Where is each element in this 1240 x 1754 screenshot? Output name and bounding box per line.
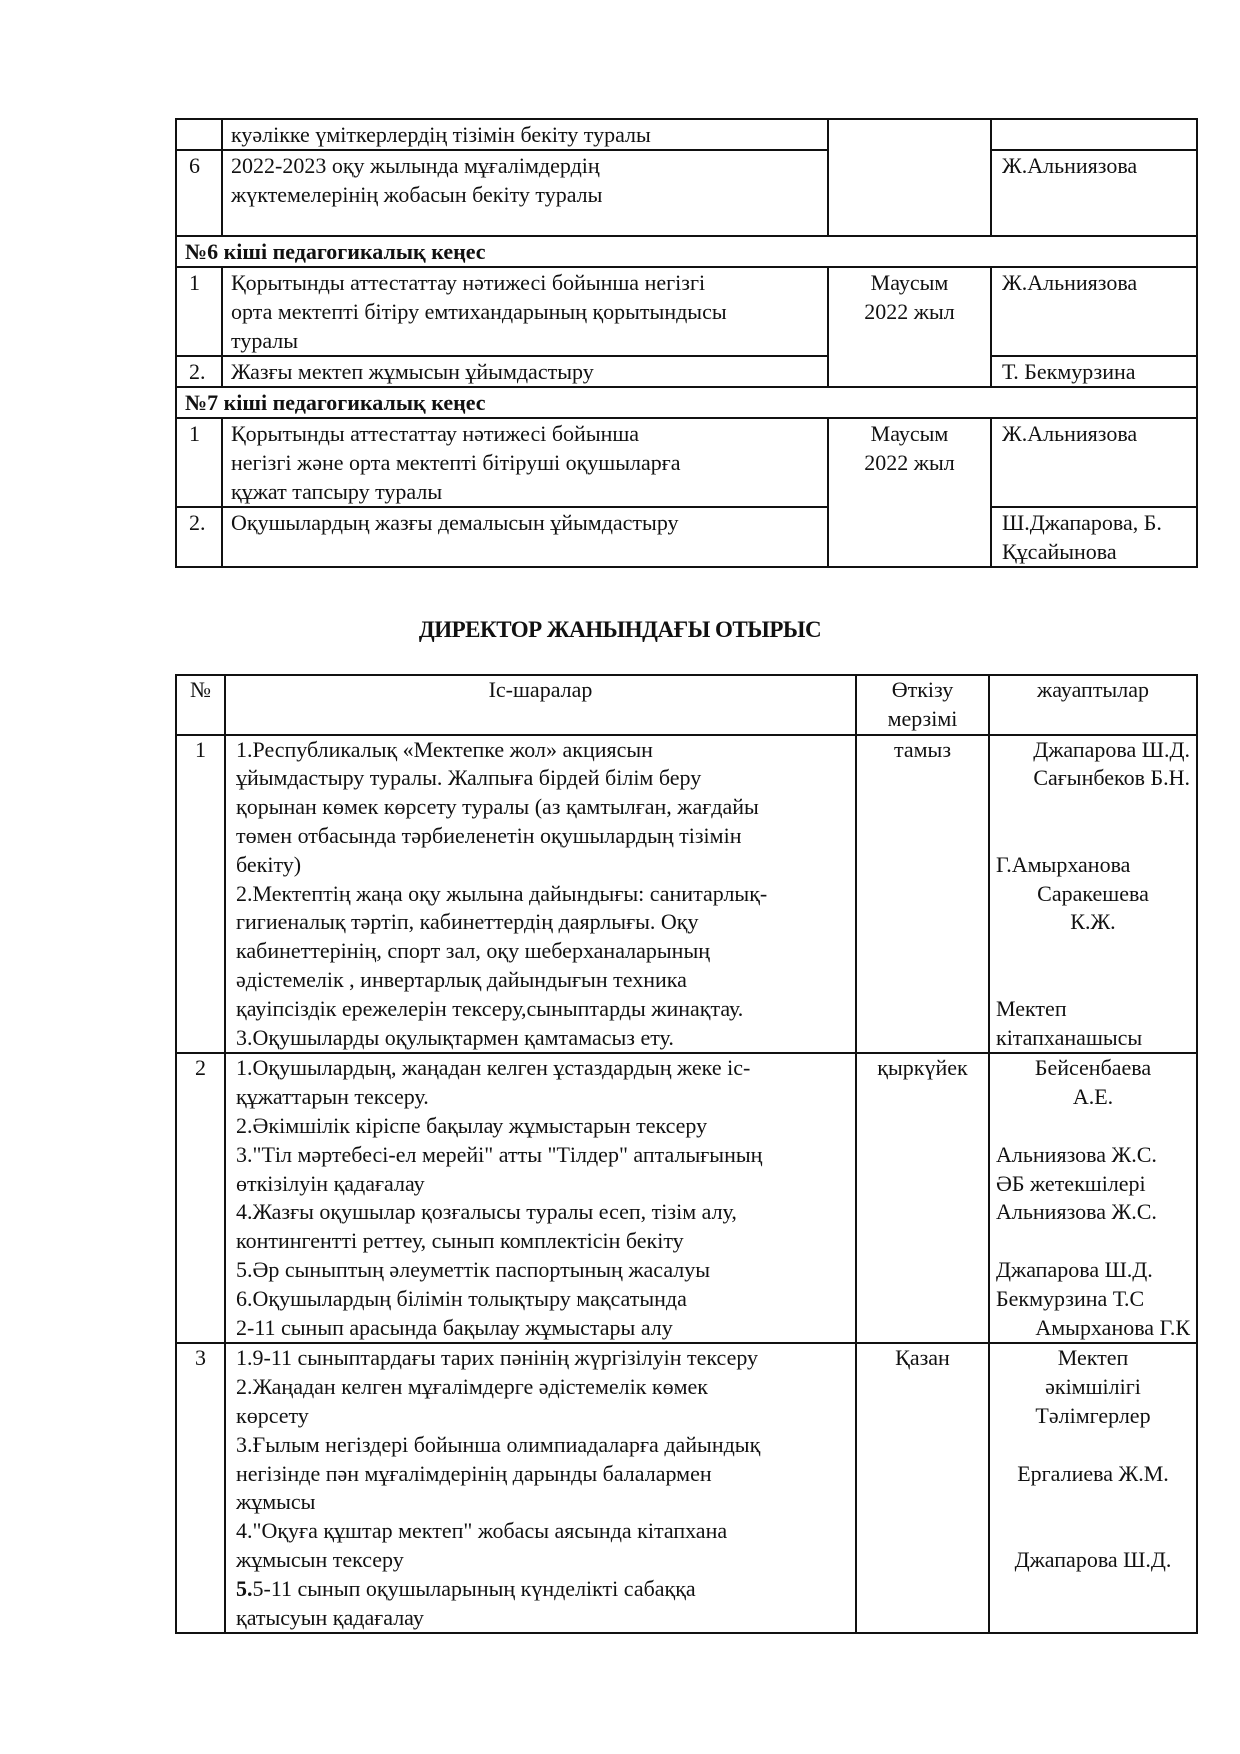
table-row bbox=[176, 119, 1197, 150]
row-text bbox=[222, 150, 828, 236]
text-line: 1.Оқушылардың, жаңадан келген ұстаздардың жеке іс- bbox=[236, 1055, 751, 1081]
row-text: Жазғы мектеп жұмысын ұйымдастыру bbox=[222, 356, 828, 387]
section-header-row bbox=[176, 236, 1197, 267]
text-line: Альниязова Ж.С. bbox=[996, 1141, 1157, 1167]
text-line: контингентті реттеу, сынып комплектісін бекіту bbox=[236, 1228, 684, 1254]
text-line: өткізілуін қадағалау bbox=[236, 1170, 425, 1196]
date-year: 2022 жыл bbox=[864, 299, 955, 324]
row-text: Оқушылардың жазғы демалысын ұйымдастыру bbox=[222, 507, 828, 567]
row-number: 3 bbox=[176, 1343, 225, 1633]
deadline-cell: Қазан bbox=[856, 1343, 989, 1633]
text-line: қауіпсіздік ережелерін тексеру,сыныптарды жинақтау. bbox=[236, 995, 744, 1021]
text-line: Мектеп bbox=[1057, 1345, 1129, 1371]
council-table bbox=[175, 118, 1198, 568]
text-line: 5.Әр сыныптың әлеуметтік паспортының жасалуы bbox=[236, 1256, 711, 1282]
text-line: Өткізу bbox=[891, 677, 954, 702]
text-line: туралы bbox=[231, 328, 299, 353]
activities-list bbox=[236, 1344, 847, 1574]
row-number: 2. bbox=[176, 507, 222, 567]
text-line: 2.Әкімшілік кіріспе бақылау жұмыстарын тексеру bbox=[236, 1112, 708, 1138]
text-line: негізгі және орта мектепті бітіруші оқушыларға bbox=[231, 450, 681, 475]
text-line: 1.9-11 сыныптардағы тарих пәнінің жүргізілуін тексеру bbox=[236, 1345, 759, 1371]
text-line bbox=[236, 1575, 847, 1604]
section-title: №7 кіші педагогикалық кеңес bbox=[176, 387, 1197, 418]
text-line: ӘБ жетекшілері bbox=[996, 1170, 1146, 1196]
date-cell bbox=[828, 418, 991, 567]
row-number: 1 bbox=[176, 267, 222, 356]
header-number: № bbox=[176, 675, 225, 735]
deadline-cell: тамыз bbox=[856, 735, 989, 1054]
text-line: кітапханашысы bbox=[996, 1024, 1143, 1050]
header-responsible: жауаптылар bbox=[989, 675, 1197, 735]
text-line: Қорытынды аттестаттау нәтижесі бойынша негізгі bbox=[231, 270, 706, 295]
header-activities: Іс-шаралар bbox=[225, 675, 856, 735]
row-number: 2 bbox=[176, 1053, 225, 1343]
text-line: Сағынбеков Б.Н. bbox=[1033, 765, 1190, 791]
table-row bbox=[176, 735, 1197, 1054]
text-line: әкімшілігі bbox=[1045, 1374, 1141, 1400]
table-row bbox=[176, 418, 1197, 507]
text-line bbox=[996, 1431, 1190, 1460]
text-line: 2.Мектептің жаңа оқу жылына дайындығы: санитарлық- bbox=[236, 880, 768, 906]
responsible-cell: Ж.Альниязова bbox=[991, 267, 1197, 356]
text-line: Джапарова Ш.Д. bbox=[1033, 736, 1190, 762]
text-line: Мектеп bbox=[996, 995, 1067, 1021]
text-line: мерзімі bbox=[887, 705, 958, 731]
responsible-cell: Ж.Альниязова bbox=[991, 418, 1197, 507]
text-line: 2.Жаңадан келген мұғалімдерге әдістемелік көмек bbox=[236, 1374, 708, 1400]
date-month: Маусым bbox=[870, 270, 949, 295]
text-line: 3."Тіл мәртебесі-ел мерейі" атты "Тілдер" апталығының bbox=[236, 1141, 763, 1167]
table-row bbox=[176, 1343, 1197, 1633]
text-line: орта мектепті бітіру емтихандарының қорытындысы bbox=[231, 299, 727, 324]
text-line: жұмысын тексеру bbox=[236, 1546, 404, 1572]
text-line bbox=[996, 793, 1190, 822]
text-line: Ергалиева Ж.М. bbox=[1017, 1460, 1169, 1486]
header-deadline bbox=[856, 675, 989, 735]
responsible-cell bbox=[991, 507, 1197, 567]
row-text bbox=[222, 119, 828, 150]
text-line: Г.Амырханова bbox=[996, 851, 1131, 877]
text-line: Альниязова Ж.С. bbox=[996, 1199, 1157, 1225]
row-number: 1 bbox=[176, 418, 222, 507]
text-line: төмен отбасында тәрбиеленетін оқушылардың тізімін bbox=[236, 822, 742, 848]
activities-cell bbox=[225, 1343, 856, 1633]
responsible-cell: Т. Бекмурзина bbox=[991, 356, 1197, 387]
text-line: қатысуын қадағалау bbox=[236, 1604, 424, 1630]
text-line bbox=[996, 1488, 1190, 1517]
text-line: құжат тапсыру туралы bbox=[231, 479, 443, 504]
responsible-cell: Ж.Альниязова bbox=[991, 150, 1197, 236]
text-line: Джапарова Ш.Д. bbox=[996, 1256, 1153, 1282]
section-title: №6 кіші педагогикалық кеңес bbox=[176, 236, 1197, 267]
header-row bbox=[176, 675, 1197, 735]
date-cell bbox=[828, 119, 991, 236]
text-line bbox=[996, 937, 1190, 966]
text-line: гигиеналық тәртіп, кабинеттердің даярлығы. Оқу bbox=[236, 909, 699, 935]
text-line: 6.Оқушылардың білімін толықтыру мақсатында bbox=[236, 1285, 687, 1311]
table-row bbox=[176, 507, 1197, 567]
date-month: Маусым bbox=[870, 421, 949, 446]
date-cell bbox=[828, 267, 991, 387]
text-line: Бейсенбаева bbox=[1034, 1055, 1152, 1081]
text-line: Джапарова Ш.Д. bbox=[1014, 1546, 1172, 1572]
table-row bbox=[176, 150, 1197, 236]
text-line: Тәлімгерлер bbox=[1035, 1402, 1151, 1428]
date-year: 2022 жыл bbox=[864, 450, 955, 475]
text-rest: 5-11 сынып оқушыларының күнделікті сабаққа bbox=[252, 1575, 696, 1601]
responsible-cell bbox=[989, 1343, 1197, 1633]
director-meeting-table bbox=[175, 674, 1198, 1634]
row-number: 1 bbox=[176, 735, 225, 1054]
text-line: 4."Оқуға құштар мектеп" жобасы аясында кітапхана bbox=[236, 1518, 728, 1544]
text-line: құжаттарын тексеру. bbox=[236, 1084, 429, 1110]
text-line: Амырханова Г.К bbox=[1035, 1314, 1190, 1340]
row-number bbox=[176, 119, 222, 150]
text-line: Бекмурзина Т.С bbox=[996, 1285, 1145, 1311]
row-number: 2. bbox=[176, 356, 222, 387]
text-line: 4.Жазғы оқушылар қозғалысы туралы есеп, тізім алу, bbox=[236, 1199, 737, 1225]
row-number: 6 bbox=[176, 150, 222, 236]
text-line: 3.Ғылым негіздері бойынша олимпиадаларға дайындық bbox=[236, 1431, 761, 1457]
text-line: бекіту) bbox=[236, 851, 302, 877]
text-line: 2022-2023 оқу жылында мұғалімдердің bbox=[231, 153, 600, 178]
text-line: 1.Республикалық «Мектепке жол» акциясын bbox=[236, 736, 653, 762]
responsible-cell bbox=[989, 1053, 1197, 1343]
row-text bbox=[222, 267, 828, 356]
text-line bbox=[996, 1227, 1190, 1256]
table-row bbox=[176, 267, 1197, 356]
text-line: Қорытынды аттестаттау нәтижесі бойынша bbox=[231, 421, 640, 446]
bold-prefix: 5. bbox=[236, 1575, 253, 1601]
text-line: 2-11 сынып арасында бақылау жұмыстары алу bbox=[236, 1314, 673, 1340]
table-row bbox=[176, 356, 1197, 387]
text-line bbox=[996, 966, 1190, 995]
text-line: 3.Оқушыларды оқулықтармен қамтамасыз ету. bbox=[236, 1024, 674, 1050]
activities-cell bbox=[225, 1053, 856, 1343]
text-line: жүктемелерінің жобасын бекіту туралы bbox=[231, 182, 603, 207]
text-line: кабинеттерінің, спорт зал, оқу шеберханаларының bbox=[236, 938, 710, 964]
text-line: жұмысы bbox=[236, 1489, 316, 1515]
responsible-cell bbox=[989, 735, 1197, 1054]
deadline-cell: қыркүйек bbox=[856, 1053, 989, 1343]
responsible-cell bbox=[991, 119, 1197, 150]
text-line: әдістемелік , инвертарлық дайындығын техника bbox=[236, 966, 687, 992]
text-line: Саракешева bbox=[1037, 880, 1149, 906]
text-line: қорынан көмек көрсету туралы (аз қамтылған, жағдайы bbox=[236, 794, 759, 820]
text-line: ұйымдастыру туралы. Жалпыға бірдей білім беру bbox=[236, 765, 702, 791]
section-heading: ДИРЕКТОР ЖАНЫНДАҒЫ ОТЫРЫС bbox=[418, 617, 822, 642]
activities-cell bbox=[225, 735, 856, 1054]
table-row bbox=[176, 1053, 1197, 1343]
text-line: К.Ж. bbox=[1070, 909, 1116, 935]
text-line bbox=[996, 822, 1190, 851]
text-line: куәлікке үміткерлердің тізімін бекіту туралы bbox=[231, 122, 651, 147]
section-header-row bbox=[176, 387, 1197, 418]
text-line: А.Е. bbox=[1072, 1084, 1114, 1110]
text-line bbox=[996, 1112, 1190, 1141]
text-line: көрсету bbox=[236, 1402, 309, 1428]
row-text bbox=[222, 418, 828, 507]
text-line: Құсайынова bbox=[1002, 539, 1117, 564]
text-line: Ш.Джапарова, Б. bbox=[1002, 510, 1162, 535]
text-line: негізінде пән мұғалімдерінің дарынды балалармен bbox=[236, 1460, 712, 1486]
text-line bbox=[996, 1517, 1190, 1546]
